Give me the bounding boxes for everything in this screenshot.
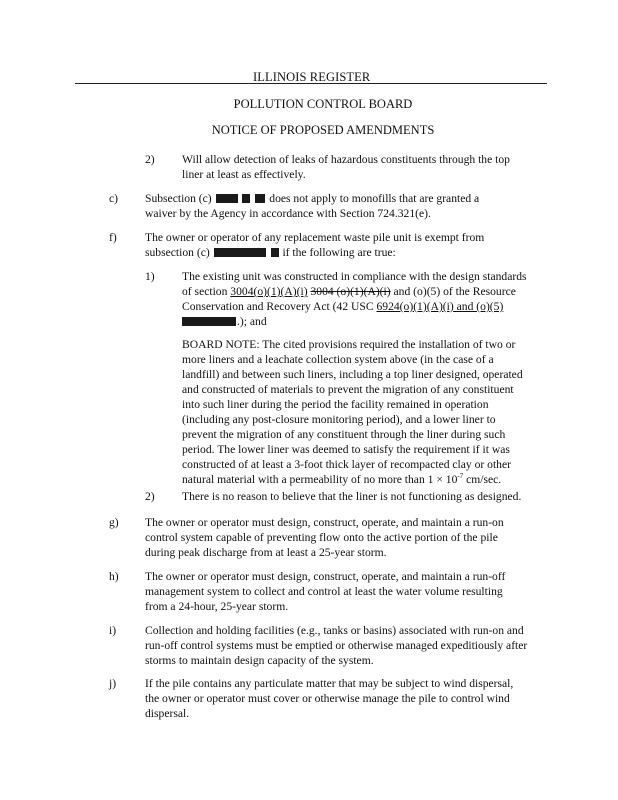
text-line: The owner or operator must design, construct, operate, and maintain a run-off [145, 570, 506, 583]
text-span: if the following are true: [282, 246, 396, 259]
item-h-text [145, 569, 505, 614]
register-title: ILLINOIS REGISTER [253, 70, 371, 84]
text-line: and constructed of materials to prevent the migration of any constituent [182, 383, 514, 396]
text-line: period. The lower liner was deemed to satisfy the requirement if it was [182, 443, 510, 456]
text-line: the owner or operator must cover or otherwise manage the pile to control wind [145, 692, 510, 705]
redaction-mark [242, 194, 250, 203]
text-line: liner at least as effectively. [182, 168, 306, 181]
text-line: BOARD NOTE: The cited provisions required the installation of two or [182, 338, 516, 351]
text-span: does not apply to monofills that are granted a [269, 192, 480, 205]
redaction-mark [182, 317, 236, 326]
inserted-text: 3004(o)(1)(A)(i) [230, 285, 308, 298]
text-line [145, 191, 479, 206]
text-line: If the pile contains any particulate matter that may be subject to wind dispersal, [145, 677, 514, 690]
text-span: and (o)(5) of the Resource [390, 285, 516, 298]
item-c-label: c) [109, 192, 119, 205]
item-j-text [145, 676, 513, 721]
text-span: natural material with a permeability of no more than 1 × 10 [182, 473, 458, 486]
text-span: cm/sec. [463, 473, 502, 486]
board-title: POLLUTION CONTROL BOARD [233, 97, 413, 111]
notice-title: NOTICE OF PROPOSED AMENDMENTS [211, 123, 435, 137]
text-line: (including any post-closure monitoring period), and a lower liner to [182, 413, 496, 426]
text-line: dispersal. [145, 707, 190, 720]
text-line: constructed of at least a 3-foot thick layer of recompacted clay or other [182, 458, 511, 471]
text-span: .); and [237, 315, 267, 328]
redaction-mark [216, 194, 238, 203]
item-2-label: 2) [145, 153, 155, 166]
item-f2-text: There is no reason to believe that the liner is not functioning as designed. [182, 490, 522, 503]
text-line: management system to collect and control at least the water volume resulting [145, 585, 503, 598]
text-line [182, 284, 527, 299]
item-f-label: f) [109, 231, 117, 244]
text-line: landfill) and between such liners, including a top liner designed, operated [182, 368, 523, 381]
text-line: Collection and holding facilities (e.g., tanks or basins) associated with run-on and [145, 624, 524, 637]
exponent: -7 [457, 472, 464, 481]
item-g-text [145, 515, 504, 560]
item-c-text [145, 191, 479, 221]
text-line: waiver by the Agency in accordance with Section 724.321(e). [145, 207, 431, 220]
item-2-text [182, 152, 510, 182]
text-line: The owner or operator of any replacement waste pile unit is exempt from [145, 231, 485, 244]
item-f-text [145, 230, 484, 260]
item-f1-label: 1) [145, 270, 155, 283]
text-line: into such liner during the period the facility remained in operation [182, 398, 489, 411]
text-line: more liners and a leachate collection system above (in the case of a [182, 353, 494, 366]
item-f1-text [182, 269, 527, 329]
text-line: prevent the migration of any constituent through the liner during such [182, 428, 506, 441]
item-g-label: g) [109, 516, 119, 529]
text-line [182, 314, 527, 329]
text-line: The owner or operator must design, construct, operate, and maintain a run-on [145, 516, 504, 529]
text-line: from a 24-hour, 25-year storm. [145, 600, 289, 613]
text-line [182, 299, 527, 314]
redaction-mark [255, 194, 265, 203]
item-i-text [145, 623, 527, 668]
text-line: during peak discharge from at least a 25-year storm. [145, 546, 387, 559]
text-line: storms to maintain design capacity of the system. [145, 654, 374, 667]
text-line: Will allow detection of leaks of hazardous constituents through the top [182, 153, 510, 166]
text-line: run-off control systems must be emptied or otherwise managed expeditiously after [145, 639, 528, 652]
text-line: control system capable of preventing flow onto the active portion of the pile [145, 531, 498, 544]
text-line [145, 245, 484, 260]
item-i-label: i) [109, 624, 117, 637]
text-span: subsection (c) [145, 246, 210, 259]
inserted-text: 6924(o)(1)(A)(i) and (o)(5) [376, 300, 504, 313]
text-line: The existing unit was constructed in compliance with the design standards [182, 270, 527, 283]
text-line [182, 472, 523, 487]
item-f2-label: 2) [145, 490, 155, 503]
board-note [182, 337, 523, 487]
redaction-mark [271, 248, 279, 257]
item-j-label: j) [109, 677, 117, 690]
redaction-mark [214, 248, 266, 257]
item-h-label: h) [109, 570, 119, 583]
header-rule [75, 83, 547, 84]
deleted-text: 3004 (o)(1)(A)(i) [310, 285, 391, 298]
text-span: Conservation and Recovery Act (42 USC [182, 300, 377, 313]
text-span: Subsection (c) [145, 192, 212, 205]
text-span: of section [182, 285, 231, 298]
